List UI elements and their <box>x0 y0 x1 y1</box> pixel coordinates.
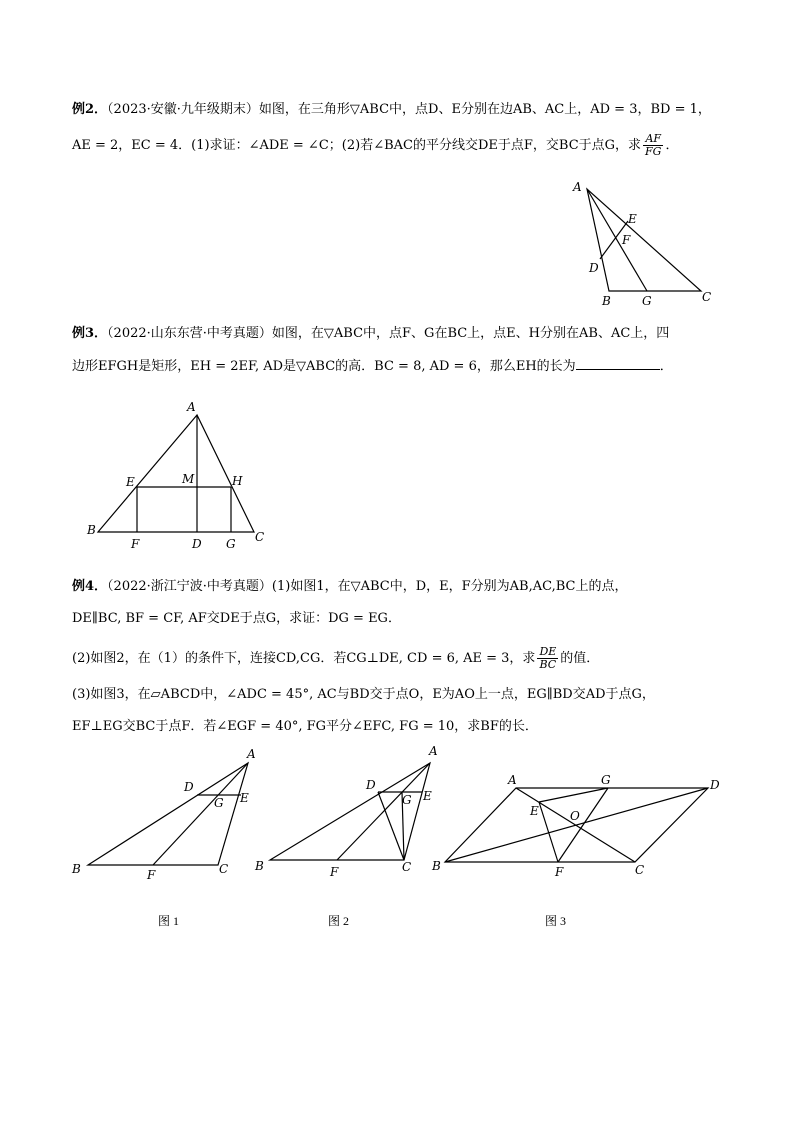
ex3-source: （2022·山东东营·中考真题） <box>107 326 272 341</box>
ex4-line3 <box>72 646 599 671</box>
fig3-diagonal-bd <box>445 788 708 862</box>
fig3-segment-ef <box>539 802 558 862</box>
ex3-line2 <box>72 357 673 376</box>
ex3-line1 <box>72 325 669 343</box>
ex4-label: 例4． <box>72 579 108 594</box>
fig1-label-d: D <box>184 780 194 794</box>
ex4-text4: (3)如图3，在▱ABCD中，∠ADC = 45°, AC与BD交于点O，E为AO上一点，EG∥BD交AD于点G， <box>72 687 655 702</box>
ex4-figure2 <box>252 740 452 885</box>
ex4-text3b: 的值． <box>560 651 600 666</box>
ex3-label-c: C <box>255 530 265 544</box>
ex3-label: 例3． <box>72 326 108 341</box>
ex4-figure3 <box>428 770 728 885</box>
fig2-label-e: E <box>423 789 432 803</box>
ex2-label-a: A <box>573 180 582 194</box>
ex4-fraction <box>537 646 558 671</box>
ex3-text1: 如图，在▽ABC中，点F、G在BC上，点E、H分别在AB、AC上，四 <box>271 326 670 341</box>
ex4-frac-num: DE <box>539 645 557 658</box>
fig2-triangle-abc <box>270 763 430 860</box>
fig3-label-g: G <box>601 773 611 787</box>
fig2-caption: 图 2 <box>328 914 350 928</box>
ex2-label: 例2． <box>72 102 108 117</box>
fig1-label-a: A <box>247 747 256 761</box>
ex2-text2a: AE = 2，EC = 4．(1)求证：∠ADE = ∠C；(2)若∠BAC的平分线交DE于点F，交BC于点G，求 <box>72 138 642 153</box>
fig3-segment-eg <box>539 788 608 802</box>
ex4-text2: DE∥BC, BF = CF, AF交DE于点G，求证：DG = EG． <box>72 611 401 626</box>
ex4-figure1 <box>70 745 270 885</box>
fig3-label-c: C <box>635 863 645 877</box>
fig3-label-d: D <box>710 778 720 792</box>
fig1-label-g: G <box>214 796 224 810</box>
ex3-label-m: M <box>182 472 195 486</box>
ex2-label-b: B <box>602 294 611 308</box>
ex2-label-f: F <box>622 233 631 247</box>
ex4-text1: (1)如图1，在▽ABC中，D，E，F分别为AB,AC,BC上的点， <box>271 579 628 594</box>
ex3-label-h: H <box>232 474 243 488</box>
fig3-segment-fg <box>558 788 608 862</box>
ex4-line2 <box>72 610 401 628</box>
ex2-line2 <box>72 133 678 158</box>
ex2-segment-ag <box>587 189 647 291</box>
ex2-figure <box>560 175 720 315</box>
ex3-label-d: D <box>192 537 202 551</box>
ex2-frac-num: AF <box>643 133 663 146</box>
fig3-label-o: O <box>570 809 580 823</box>
ex3-figure <box>85 398 285 553</box>
ex3-label-g: G <box>226 537 236 551</box>
ex3-text2a: 边形EFGH是矩形，EH = 2EF, AD是▽ABC的高．BC = 8, AD = 6，那么EH的长为 <box>72 359 576 374</box>
ex4-text3a: (2)如图2，在（1）的条件下，连接CD,CG．若CG⊥DE, CD = 6, AE = 3，求 <box>72 651 536 666</box>
ex3-label-a: A <box>187 400 196 414</box>
ex3-answer-blank <box>576 357 660 370</box>
fig2-label-c: C <box>402 860 412 874</box>
ex2-line1 <box>72 101 711 119</box>
fig1-label-e: E <box>240 791 249 805</box>
fig1-label-b: B <box>72 862 81 876</box>
ex2-triangle-abc <box>587 189 701 291</box>
fig2-label-b: B <box>255 859 264 873</box>
ex3-label-b: B <box>87 523 96 537</box>
fig2-label-d: D <box>366 778 376 792</box>
fig1-label-c: C <box>219 862 229 876</box>
ex2-label-g: G <box>642 294 652 308</box>
ex4-line5 <box>72 718 538 736</box>
fig3-label-f: F <box>555 865 564 879</box>
ex2-label-d: D <box>589 261 599 275</box>
ex2-text2b: ． <box>665 138 679 153</box>
fig2-label-a: A <box>429 744 438 758</box>
ex4-text5: EF⊥EG交BC于点F．若∠EGF = 40°, FG平分∠EFC, FG = 10，求BF的长． <box>72 719 538 734</box>
ex2-label-c: C <box>702 290 712 304</box>
ex3-label-e: E <box>126 475 135 489</box>
fig3-label-a: A <box>508 773 517 787</box>
ex4-frac-den: BC <box>539 658 557 671</box>
fig2-label-g: G <box>402 793 412 807</box>
ex4-line4 <box>72 686 655 704</box>
fig1-caption: 图 1 <box>158 914 180 928</box>
fig3-caption: 图 3 <box>545 914 567 928</box>
ex2-source: （2023·安徽·九年级期末） <box>107 102 259 117</box>
ex4-source: （2022·浙江宁波·中考真题） <box>107 579 272 594</box>
ex4-line1 <box>72 578 627 596</box>
fig2-segment-cd <box>378 792 404 860</box>
ex2-fraction <box>643 133 663 158</box>
ex2-label-e: E <box>628 212 637 226</box>
ex2-frac-den: FG <box>645 145 662 158</box>
fig3-label-e: E <box>530 804 539 818</box>
fig2-label-f: F <box>330 865 339 879</box>
ex3-text2b: ． <box>659 359 673 374</box>
fig1-label-f: F <box>147 868 156 882</box>
ex2-text1: 如图，在三角形▽ABC中，点D、E分别在边AB、AC上，AD = 3，BD = 1， <box>258 102 711 117</box>
fig3-label-b: B <box>432 859 441 873</box>
ex3-label-f: F <box>131 537 140 551</box>
